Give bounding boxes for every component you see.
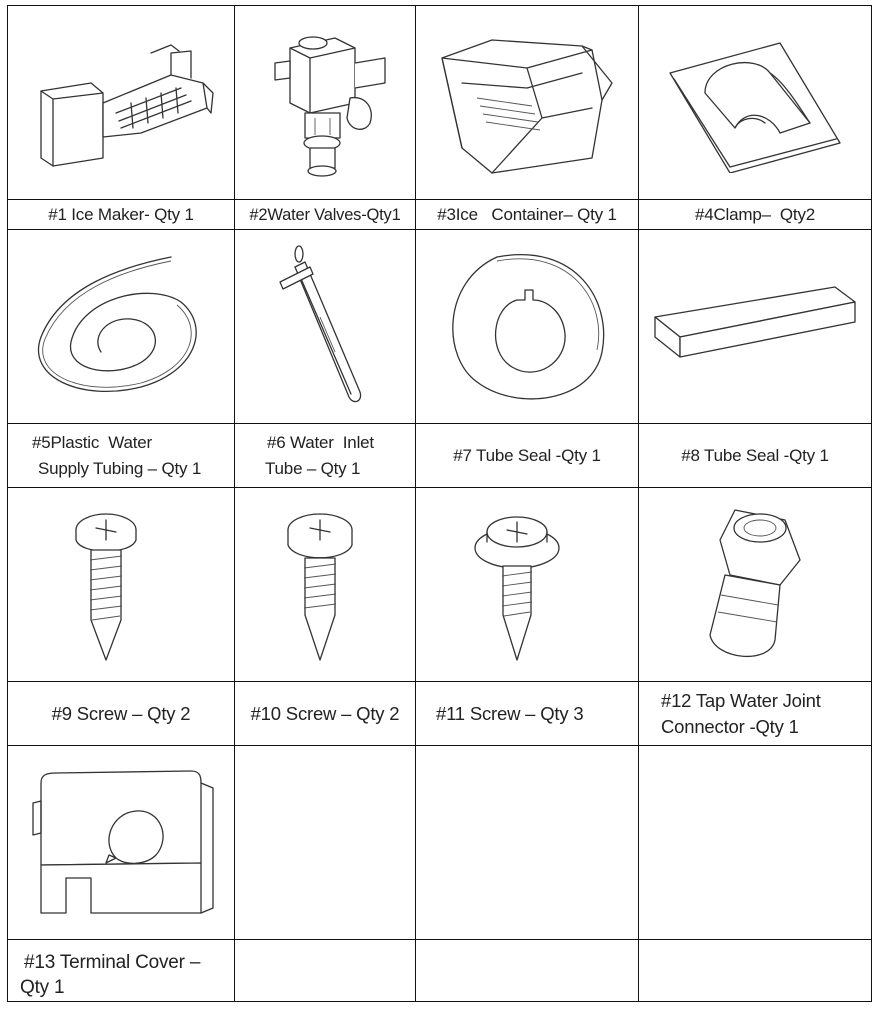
part-6-label-line1: #6 Water Inlet [267, 432, 374, 452]
part-9-image-cell [8, 488, 235, 682]
part-12-label-line2: Connector -Qty 1 [661, 715, 799, 737]
connector-icon [685, 500, 825, 670]
part-1-label: #1 Ice Maker- Qty 1 [8, 200, 235, 230]
part-13-image-cell [8, 746, 235, 940]
tube-seal-strip-icon [650, 282, 860, 372]
part-6-image-cell [235, 230, 416, 424]
part-2-label: #2Water Valves-Qty1 [235, 200, 416, 230]
screw-icon [270, 500, 380, 670]
flange-screw-icon [467, 500, 587, 670]
part-5-label [8, 424, 235, 488]
terminal-cover-icon [21, 763, 221, 923]
empty-image-cell-2 [416, 746, 639, 940]
parts-table [7, 5, 872, 1002]
part-3-label: #3Ice Container– Qty 1 [416, 200, 639, 230]
screw-icon [66, 500, 176, 670]
empty-image-cell-3 [639, 746, 872, 940]
tube-seal-ring-icon [437, 242, 617, 412]
empty-image-cell-1 [235, 746, 416, 940]
inlet-tube-icon [265, 242, 385, 412]
part-13-label [8, 940, 235, 1002]
part-13-label-line2: Qty 1 [20, 977, 65, 998]
water-valve-icon [255, 23, 395, 183]
part-11-label: #11 Screw – Qty 3 [416, 682, 639, 746]
ice-container-icon [432, 28, 622, 178]
part-7-image-cell [416, 230, 639, 424]
part-9-label: #9 Screw – Qty 2 [8, 682, 235, 746]
part-5-image-cell [8, 230, 235, 424]
part-10-label: #10 Screw – Qty 2 [235, 682, 416, 746]
empty-label-cell-1 [235, 940, 416, 1002]
part-8-label: #8 Tube Seal -Qty 1 [639, 424, 872, 488]
part-4-image-cell [639, 6, 872, 200]
part-10-image-cell [235, 488, 416, 682]
part-5-label-line2: Supply Tubing – Qty 1 [38, 458, 202, 478]
part-13-label-line1: #13 Terminal Cover – [24, 952, 201, 973]
part-8-image-cell [639, 230, 872, 424]
tubing-icon [21, 247, 221, 407]
part-11-image-cell [416, 488, 639, 682]
ice-maker-icon [21, 33, 221, 173]
part-4-label: #4Clamp– Qty2 [639, 200, 872, 230]
empty-label-cell-2 [416, 940, 639, 1002]
part-12-label [639, 682, 872, 746]
clamp-icon [660, 33, 850, 173]
part-12-image-cell [639, 488, 872, 682]
part-2-image-cell [235, 6, 416, 200]
part-12-label-line1: #12 Tap Water Joint [661, 689, 821, 711]
part-3-image-cell [416, 6, 639, 200]
empty-label-cell-3 [639, 940, 872, 1002]
part-1-image-cell [8, 6, 235, 200]
part-6-label [235, 424, 416, 488]
part-6-label-line2: Tube – Qty 1 [265, 458, 361, 478]
part-7-label: #7 Tube Seal -Qty 1 [416, 424, 639, 488]
part-5-label-line1: #5Plastic Water [32, 432, 152, 452]
